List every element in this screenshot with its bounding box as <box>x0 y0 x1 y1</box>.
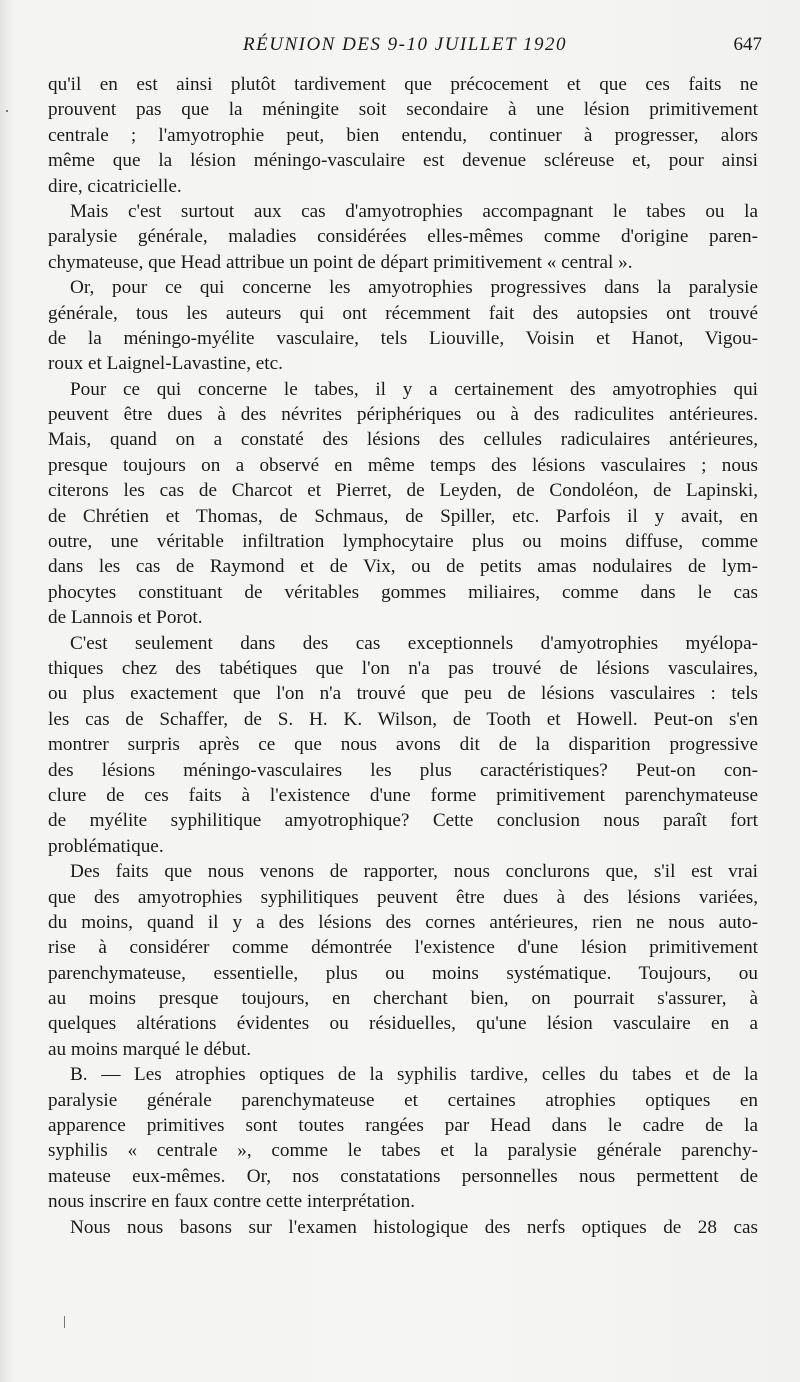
margin-mark <box>64 1316 65 1328</box>
text-line: chymateuse, que Head attribue un point de départ primitivement « central ». <box>48 251 633 273</box>
text-line: ou plus exactement que l'on n'a trouvé que peu de lésions vasculaires : tels <box>48 683 758 705</box>
text-line: paralysie générale parenchymateuse et certaines atrophies optiques en <box>48 1089 758 1111</box>
paragraph <box>48 377 758 631</box>
text-line: Pour ce qui concerne le tabes, il y a certainement des amyotrophies qui <box>70 378 758 400</box>
text-line: centrale ; l'amyotrophie peut, bien entendu, continuer à progresser, alors <box>48 124 758 146</box>
text-line: montrer surpris après ce que nous avons dit de la disparition progressive <box>48 734 758 756</box>
text-line: de Lannois et Porot. <box>48 607 203 629</box>
text-line: qu'il en est ainsi plutôt tardivement que précocement et que ces faits ne <box>48 74 758 95</box>
text-line: Mais c'est surtout aux cas d'amyotrophies accompagnant le tabes ou la <box>70 200 758 222</box>
paragraph <box>48 72 758 199</box>
text-line: même que la lésion méningo-vasculaire est devenue scléreuse et, pour ainsi <box>48 150 758 172</box>
paragraph <box>48 631 758 860</box>
text-line: citerons les cas de Charcot et Pierret, de Leyden, de Condoléon, de Lapinski, <box>48 480 758 502</box>
text-line: phocytes constituant de véritables gommes miliaires, comme dans le cas <box>48 581 758 603</box>
text-line: dire, cicatricielle. <box>48 175 182 197</box>
text-line: de Chrétien et Thomas, de Schmaus, de Spiller, etc. Parfois il y avait, en <box>48 505 758 527</box>
page-number: 647 <box>733 34 762 55</box>
text-line: générale, tous les auteurs qui ont récemment fait des autopsies ont trouvé <box>48 302 758 324</box>
text-line: rise à considérer comme démontrée l'existence d'une lésion primitivement <box>48 937 758 959</box>
text-line: apparence primitives sont toutes rangées par Head dans le cadre de la <box>48 1115 758 1137</box>
text-line: du moins, quand il y a des lésions des cornes antérieures, rien ne nous auto- <box>48 911 758 933</box>
text-line: problématique. <box>48 835 164 857</box>
text-line: roux et Laignel-Lavastine, etc. <box>48 353 283 375</box>
text-line: Nous nous basons sur l'examen histologique des nerfs optiques de 28 cas <box>70 1216 758 1238</box>
text-line: quelques altérations évidentes ou résiduelles, qu'une lésion vasculaire en a <box>48 1013 758 1035</box>
text-line: clure de ces faits à l'existence d'une forme primitivement parenchymateuse <box>48 784 758 806</box>
page-header <box>48 34 762 62</box>
paragraph <box>48 1215 758 1240</box>
text-line: que des amyotrophies syphilitiques peuvent être dues à des lésions variées, <box>48 886 758 908</box>
body-text <box>48 72 758 1240</box>
paragraph <box>48 199 758 275</box>
text-line: paralysie générale, maladies considérées elles-mêmes comme d'origine paren- <box>48 226 758 248</box>
paragraph <box>48 859 758 1062</box>
text-line: au moins presque toujours, en cherchant bien, on pourrait s'assurer, à <box>48 988 758 1010</box>
text-line: mateuse eux-mêmes. Or, nos constatations personnelles nous permettent de <box>48 1165 758 1187</box>
text-line: C'est seulement dans des cas exceptionnels d'amyotrophies myélopa- <box>70 632 758 654</box>
text-line: de la méningo-myélite vasculaire, tels Liouville, Voisin et Hanot, Vigou- <box>48 327 758 349</box>
text-line: nous inscrire en faux contre cette interprétation. <box>48 1191 416 1213</box>
text-line: Des faits que nous venons de rapporter, nous conclurons que, s'il est vrai <box>70 861 758 883</box>
text-line: dans les cas de Raymond et de Vix, ou de petits amas nodulaires de lym- <box>48 556 758 578</box>
paragraph <box>48 1062 758 1214</box>
text-line: presque toujours on a observé en même temps des lésions vasculaires ; nous <box>48 454 758 476</box>
text-line: syphilis « centrale », comme le tabes et la paralysie générale parenchy- <box>48 1140 758 1162</box>
paragraph <box>48 275 758 377</box>
text-line: Or, pour ce qui concerne les amyotrophies progressives dans la paralysie <box>70 277 758 299</box>
text-line: peuvent être dues à des névrites périphériques ou à des radiculites antérieures. <box>48 404 758 426</box>
text-line: les cas de Schaffer, de S. H. K. Wilson, de Tooth et Howell. Peut-on s'en <box>48 708 758 730</box>
text-line: thiques chez des tabétiques que l'on n'a pas trouvé de lésions vasculaires, <box>48 657 758 679</box>
text-line: de myélite syphilitique amyotrophique? Cette conclusion nous paraît fort <box>48 810 758 832</box>
text-line: au moins marqué le début. <box>48 1038 252 1060</box>
text-line: Mais, quand on a constaté des lésions des cellules radiculaires antérieures, <box>48 429 758 451</box>
margin-speck <box>6 110 8 112</box>
running-title: RÉUNION DES 9-10 JUILLET 1920 <box>243 34 567 55</box>
text-line: B. — Les atrophies optiques de la syphilis tardive, celles du tabes et de la <box>70 1064 758 1086</box>
text-line: prouvent pas que la méningite soit secondaire à une lésion primitivement <box>48 99 758 121</box>
text-line: outre, une véritable infiltration lymphocytaire plus ou moins diffuse, comme <box>48 531 758 553</box>
text-line: des lésions méningo-vasculaires les plus caractéristiques? Peut-on con- <box>48 759 758 781</box>
text-line: parenchymateuse, essentielle, plus ou moins systématique. Toujours, ou <box>48 962 758 984</box>
